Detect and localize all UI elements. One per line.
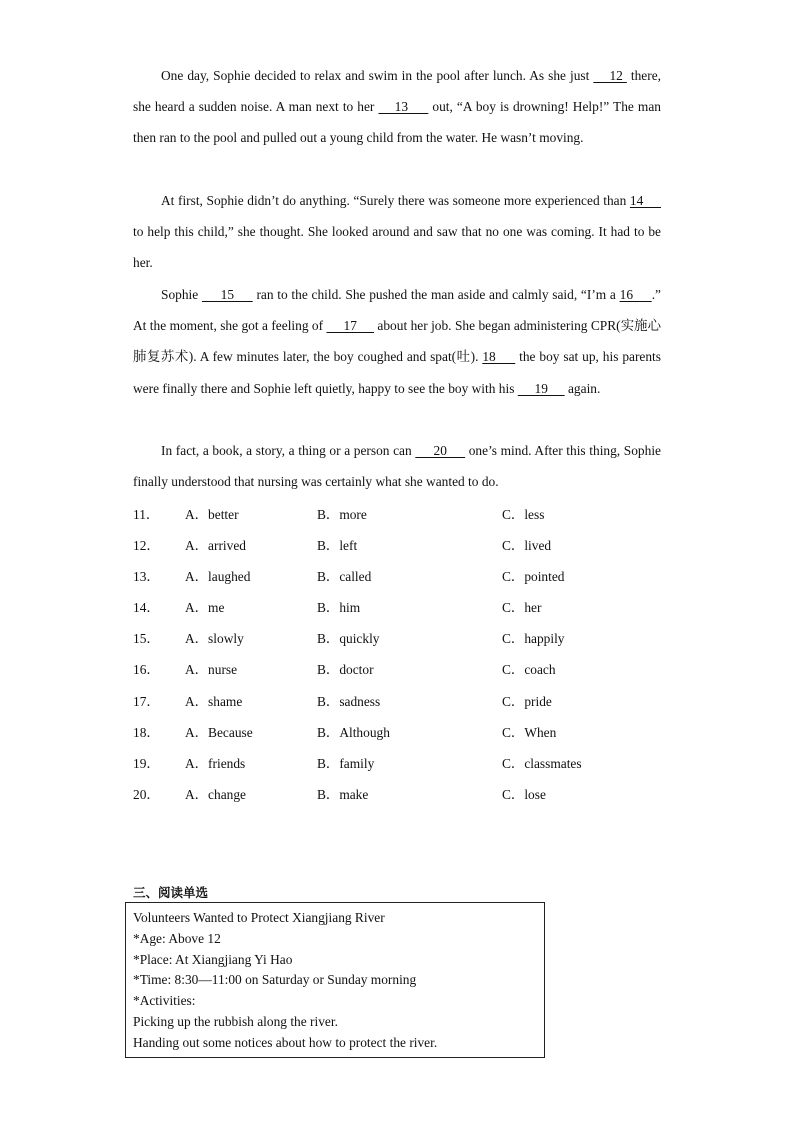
passage-paragraph-3: [133, 279, 661, 404]
option-row-16: [133, 659, 673, 679]
option-a[interactable]: A．slowly: [185, 631, 244, 646]
question-number: 18．: [133, 725, 160, 740]
text: there, she heard a sudden noise. A man next to her: [133, 68, 661, 115]
notice-time: *Time: 8:30—11:00 on Saturday or Sunday morning: [133, 972, 417, 988]
option-a[interactable]: A．laughed: [185, 569, 251, 584]
option-b[interactable]: B．called: [317, 569, 372, 584]
option-a[interactable]: A．friends: [185, 756, 246, 771]
option-a[interactable]: A．arrived: [185, 538, 246, 553]
option-a[interactable]: A．change: [185, 787, 246, 802]
option-c[interactable]: C．pointed: [502, 569, 565, 584]
blank-19: 19: [517, 380, 565, 396]
question-number: 16．: [133, 662, 160, 677]
text: one’s mind. After this thing, Sophie finally understood that nursing was certainly what she wanted to do.: [133, 443, 661, 490]
option-row-17: [133, 691, 673, 711]
question-number: 19．: [133, 756, 160, 771]
question-number: 14．: [133, 600, 160, 615]
option-a[interactable]: A．better: [185, 507, 239, 522]
option-b[interactable]: B．more: [317, 507, 367, 522]
text: to help this child,” she thought. She looked around and saw that no one was coming. It had to be her.: [133, 224, 661, 271]
notice-place: *Place: At Xiangjiang Yi Hao: [133, 951, 293, 967]
text: ran to the child. She pushed the man aside and calmly said, “I’m a: [252, 287, 620, 302]
passage-paragraph-1: [133, 60, 661, 154]
option-row-14: [133, 597, 673, 617]
option-row-19: [133, 753, 673, 773]
option-c[interactable]: C．less: [502, 507, 545, 522]
section-title: 三、阅读单选: [133, 885, 209, 900]
option-b[interactable]: B．sadness: [317, 694, 381, 709]
option-a[interactable]: A．nurse: [185, 662, 238, 677]
text: again.: [564, 380, 601, 396]
blank-18: 18: [482, 349, 516, 365]
question-number: 17．: [133, 694, 160, 709]
option-a[interactable]: A．shame: [185, 694, 243, 709]
blank-20: 20: [415, 443, 466, 458]
volunteer-notice-box: [125, 902, 545, 1058]
option-b[interactable]: B．him: [317, 600, 361, 615]
blank-15: 15: [201, 287, 253, 302]
option-row-12: [133, 535, 673, 555]
option-row-20: [133, 784, 673, 804]
text: .” At the moment, she got a feeling of: [133, 287, 661, 334]
notice-title: Volunteers Wanted to Protect Xiangjiang River: [133, 910, 385, 925]
notice-age: *Age: Above 12: [133, 930, 221, 946]
blank-17: 17: [326, 318, 374, 334]
option-c[interactable]: C．pride: [502, 694, 552, 709]
question-number: 13．: [133, 569, 160, 584]
text: Sophie: [161, 287, 202, 302]
notice-activity-2: Handing out some notices about how to protect the river.: [133, 1034, 438, 1050]
option-b[interactable]: B．make: [317, 787, 369, 802]
text: In fact, a book, a story, a thing or a person can: [161, 443, 416, 458]
blank-16: 16: [619, 287, 652, 302]
text: about her job. She began administering CPR(实施心肺复苏术). A few minutes later, the boy coughed and spat(吐).: [133, 318, 661, 365]
option-row-13: [133, 566, 673, 586]
question-number: 20．: [133, 787, 160, 802]
text: out, “A boy is drowning! Help!” The man then ran to the pool and pulled out a young child from the water. He wasn’t moving.: [133, 99, 661, 146]
blank-12: 12: [593, 68, 627, 83]
passage-paragraph-4: [133, 435, 661, 497]
question-number: 12．: [133, 538, 160, 553]
notice-activities-label: *Activities:: [133, 993, 196, 1009]
option-c[interactable]: C．classmates: [502, 756, 582, 771]
option-c[interactable]: C．lived: [502, 538, 552, 553]
option-c[interactable]: C．lose: [502, 787, 546, 802]
option-row-18: [133, 722, 673, 742]
option-row-11: [133, 504, 673, 524]
text: At first, Sophie didn’t do anything. “Surely there was someone more experienced than: [161, 193, 630, 208]
option-a[interactable]: A．me: [185, 600, 225, 615]
blank-14: 14: [629, 193, 661, 208]
option-b[interactable]: B．family: [317, 756, 375, 771]
question-number: 11．: [133, 507, 160, 522]
question-number: 15．: [133, 631, 160, 646]
option-b[interactable]: B．left: [317, 538, 358, 553]
option-b[interactable]: B．Although: [317, 725, 390, 740]
option-c[interactable]: C．coach: [502, 662, 556, 677]
blank-13: 13: [378, 99, 429, 115]
option-c[interactable]: C．happily: [502, 631, 565, 646]
option-b[interactable]: B．quickly: [317, 631, 380, 646]
text: the boy sat up, his parents were finally there and Sophie left quietly, happy to see the boy with his: [133, 349, 661, 396]
option-b[interactable]: B．doctor: [317, 662, 374, 677]
option-c[interactable]: C．her: [502, 600, 542, 615]
notice-activity-1: Picking up the rubbish along the river.: [133, 1013, 338, 1029]
option-a[interactable]: A．Because: [185, 725, 253, 740]
option-c[interactable]: C．When: [502, 725, 557, 740]
passage-paragraph-2: [133, 185, 661, 279]
text: One day, Sophie decided to relax and swim in the pool after lunch. As she just: [161, 68, 594, 83]
option-row-15: [133, 628, 673, 648]
